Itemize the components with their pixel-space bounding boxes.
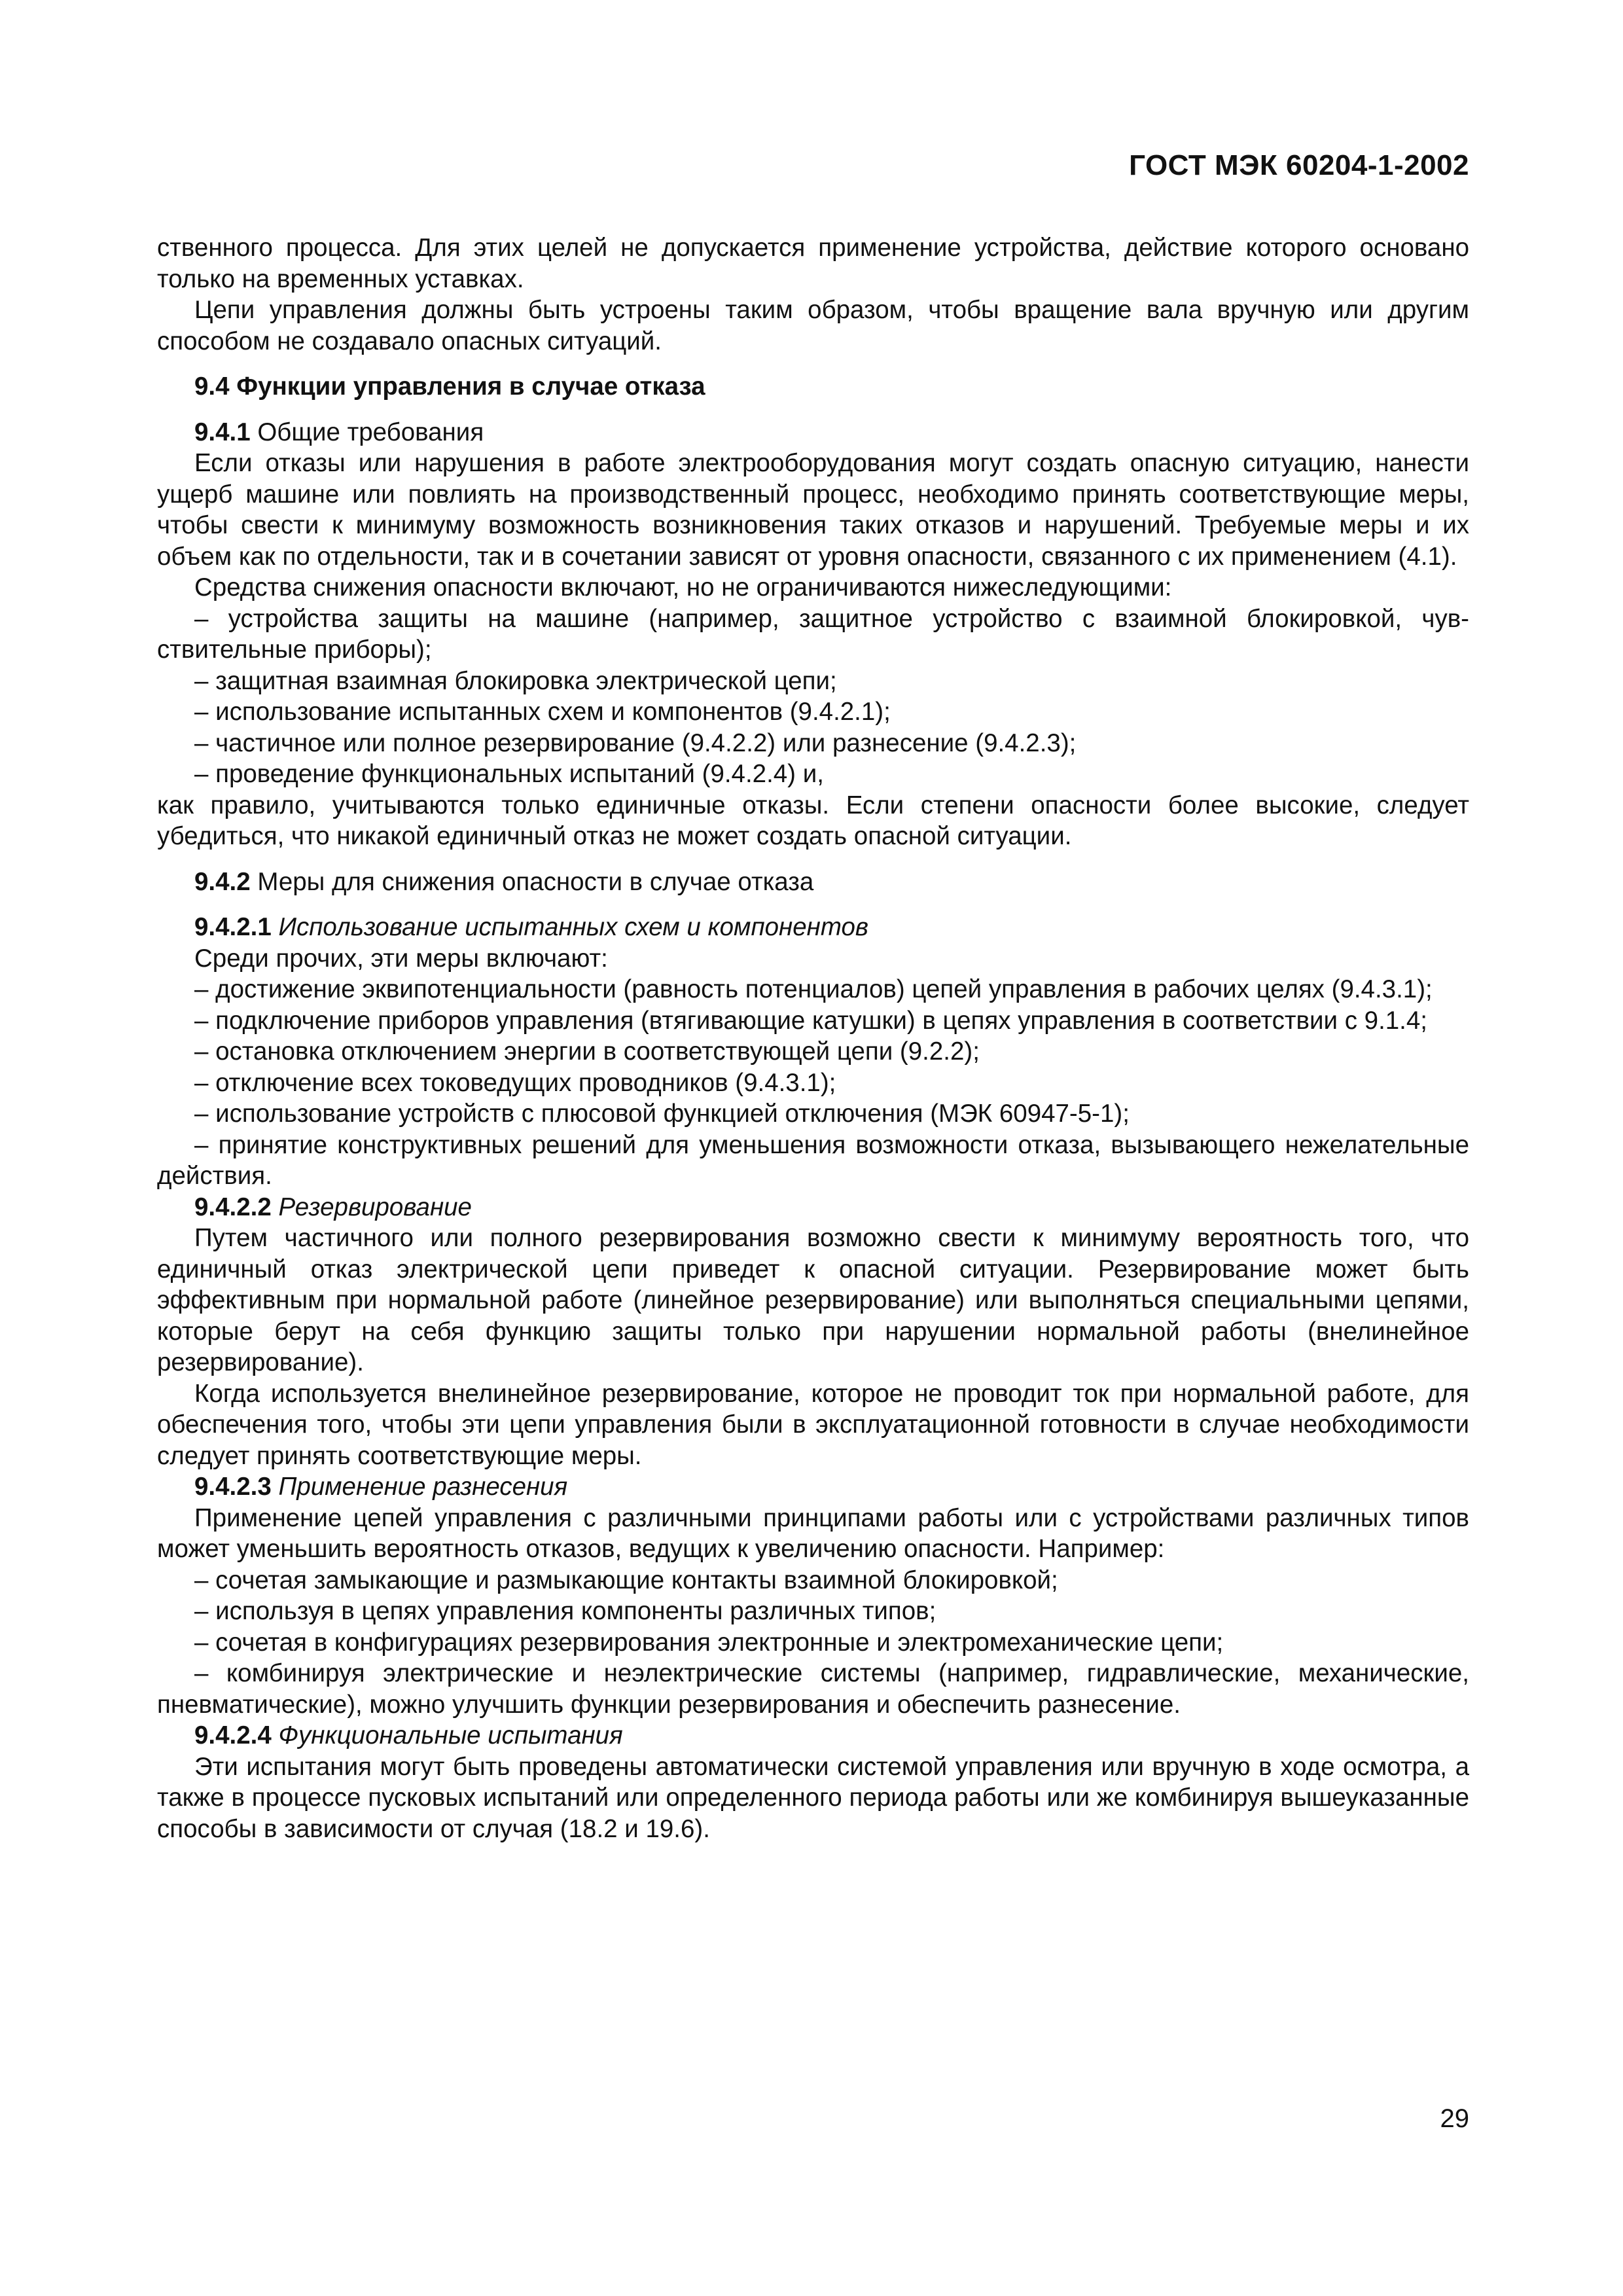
continuation-paragraph: ственного процесса. Для этих целей не допускается применение устройства, действие которого основано только на временных уставках. [157, 234, 1469, 293]
list-item: – отключение всех токоведущих проводников (9.4.3.1); [194, 1068, 836, 1097]
paragraph: Цепи управления должны быть устроены таким образом, чтобы вращение вала вручную или другим способом не создавало опасных ситуаций. [157, 296, 1469, 355]
list-item: – комбинируя электрические и неэлектрические системы (например, гидравлические, механические, пневматические), можно улучшить функции резервирования и обеспечить разнесение. [157, 1659, 1469, 1719]
page-number: 29 [1440, 2104, 1469, 2133]
list-item: – принятие конструктивных решений для уменьшения возможности отказа, вызывающего нежелательные действия. [157, 1130, 1469, 1190]
subsection-heading-9-4-2 [157, 867, 1469, 898]
subsection-number: 9.4.2.4 [194, 1721, 272, 1749]
subsection-title: Общие требования [250, 418, 484, 446]
list-item: – подключение приборов управления (втягивающие катушки) в цепях управления в соответствии с 9.1.4; [194, 1006, 1427, 1035]
list-item: – частичное или полное резервирование (9.4.2.2) или разнесение (9.4.2.3); [194, 728, 1077, 757]
list-item: – достижение эквипотенциальности (равность потенциалов) цепей управления в рабочих целях (9.4.3.1); [194, 975, 1433, 1003]
list-item: – сочетая в конфигурациях резервирования электронные и электромеханические цепи; [194, 1628, 1224, 1657]
paragraph: Применение цепей управления с различными принципами работы или с устройствами различных типов может уменьшить вероятность отказов, ведущих к увеличению опасности. Например: [157, 1503, 1469, 1563]
subsection-heading-9-4-2-3 [157, 1471, 1469, 1503]
subsection-title: Функциональные испытания [271, 1721, 623, 1749]
paragraph: Эти испытания могут быть проведены автоматически системой управления или вручную в ходе осмотра, а также в процессе пусковых испытаний или определенного периода работы или же комбинируя вышеуказанные способы в зависимости от случая (18.2 и 19.6). [157, 1752, 1469, 1843]
subsection-title: Меры для снижения опасности в случае отказа [250, 867, 814, 896]
document-code: ГОСТ МЭК 60204-1-2002 [1129, 149, 1469, 181]
subsection-number: 9.4.1 [194, 418, 251, 446]
list-item: – проведение функциональных испытаний (9.4.2.4) и, [194, 760, 824, 788]
paragraph: Среди прочих, эти меры включают: [194, 944, 608, 973]
page-body [157, 232, 1469, 1844]
section-heading-9-4: 9.4 Функции управления в случае отказа [194, 372, 705, 401]
paragraph: Путем частичного или полного резервирования возможно свести к минимуму вероятность того, что единичный отказ электрической цепи приведет к опасной ситуации. Резервирование может быть эффективным при нормальной работе (линейное резервирование) или выполняться специальными цепями, которые берут на себя функцию защиты только при нарушении нормальной работы (внелинейное резервирование). [157, 1224, 1469, 1376]
list-item: – использование испытанных схем и компонентов (9.4.2.1); [194, 698, 891, 726]
list-item: – используя в цепях управления компоненты различных типов; [194, 1597, 936, 1625]
list-item: – использование устройств с плюсовой функцией отключения (МЭК 60947-5-1); [194, 1100, 1130, 1128]
list-item: – остановка отключением энергии в соответствующей цепи (9.2.2); [194, 1037, 980, 1066]
subsection-heading-9-4-1 [157, 417, 1469, 448]
subsection-number: 9.4.2.2 [194, 1193, 272, 1221]
subsection-title: Использование испытанных схем и компонентов [271, 913, 868, 941]
list-item: – сочетая замыкающие и размыкающие контакты взаимной блокировкой; [194, 1566, 1058, 1594]
paragraph: Средства снижения опасности включают, но не ограничиваются нижеследующими: [194, 573, 1172, 601]
subsection-title: Применение разнесения [271, 1473, 568, 1501]
subsection-title: Резервирование [271, 1193, 472, 1221]
subsection-number: 9.4.2.3 [194, 1473, 272, 1501]
subsection-number: 9.4.2.1 [194, 913, 272, 941]
paragraph: как правило, учитываются только единичные отказы. Если степени опасности более высокие, следует убедиться, что никакой единичный отказ не может создать опасной ситуации. [157, 791, 1469, 850]
list-item: – защитная взаимная блокировка электрической цепи; [194, 666, 837, 695]
paragraph: Если отказы или нарушения в работе электрооборудования могут создать опасную ситуацию, нанести ущерб машине или повлиять на производственный процесс, необходимо принять соответствующие меры, чтобы свести к минимуму возможность возникновения таких отказов и нарушений. Требуемые меры и их объем как по отдельности, так и в сочетании зависят от уровня опасности, связанного с их применением (4.1). [157, 449, 1469, 571]
subsection-heading-9-4-2-4 [157, 1720, 1469, 1751]
subsection-heading-9-4-2-1 [157, 912, 1469, 943]
subsection-heading-9-4-2-2 [157, 1192, 1469, 1223]
list-item: – устройства защиты на машине (например, защитное устройство с взаимной блокировкой, чувствительные приборы); [157, 604, 1469, 664]
paragraph: Когда используется внелинейное резервирование, которое не проводит ток при нормальной работе, для обеспечения того, чтобы эти цепи управления были в эксплуатационной готовности в случае необходимости следует принять соответствующие меры. [157, 1379, 1469, 1470]
subsection-number: 9.4.2 [194, 867, 251, 896]
